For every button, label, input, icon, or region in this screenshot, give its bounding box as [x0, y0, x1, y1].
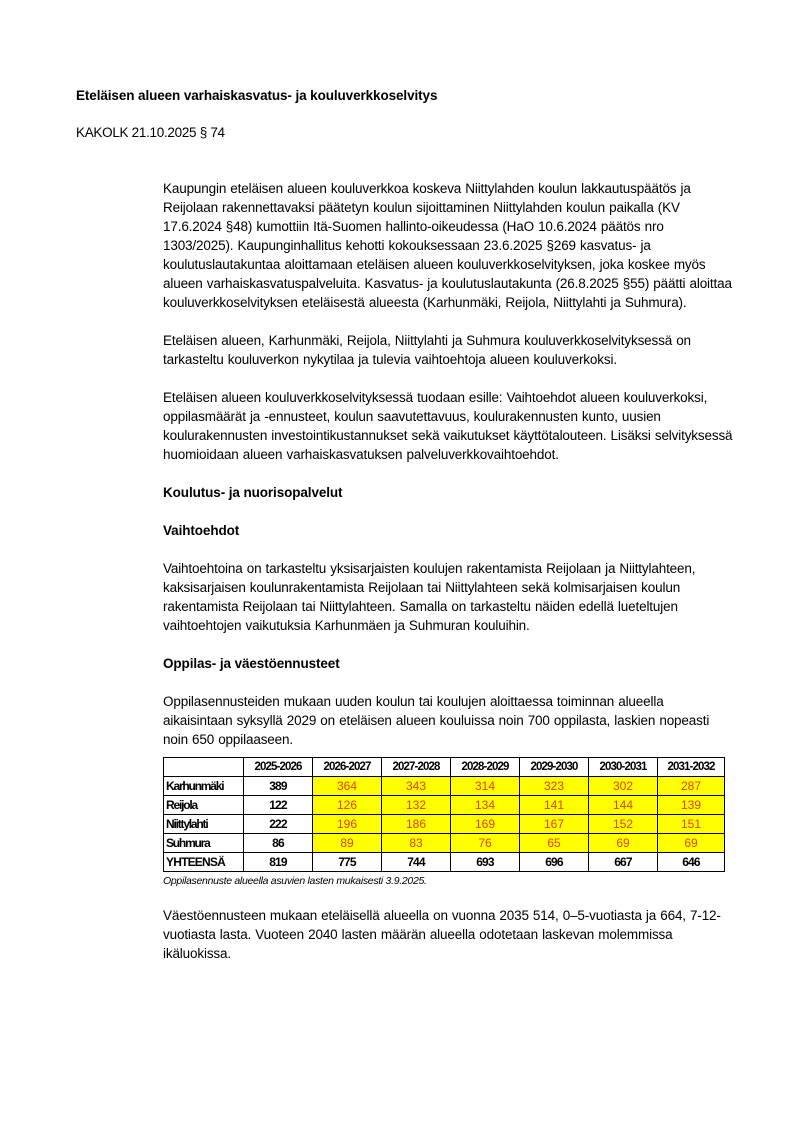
row-label: Suhmura: [164, 834, 244, 853]
table-cell: 287: [658, 777, 725, 796]
table-total-row: [164, 853, 725, 872]
heading-forecasts: Oppilas- ja väestöennusteet: [163, 656, 340, 671]
table-cell: 222: [244, 815, 313, 834]
table-cell: 132: [382, 796, 451, 815]
table-cell: 144: [589, 796, 658, 815]
table-cell: 696: [520, 853, 589, 872]
table-cell: 196: [313, 815, 382, 834]
table-row: [164, 815, 725, 834]
table-cell: 141: [520, 796, 589, 815]
column-header: 2029-2030: [520, 758, 589, 777]
table-cell: 314: [451, 777, 520, 796]
table-cell: 302: [589, 777, 658, 796]
column-header: 2031-2032: [658, 758, 725, 777]
row-label: Reijola: [164, 796, 244, 815]
row-label: Karhunmäki: [164, 777, 244, 796]
paragraph-student-forecast: Oppilasennusteiden mukaan uuden koulun tai koulujen aloittaessa toiminnan alueella aikaisintaan syksyllä 2029 on eteläisen alueen kouluissa noin 700 oppilasta, laskien nopeasti noin 650 oppilaaseen.: [163, 694, 710, 747]
table-cell: 667: [589, 853, 658, 872]
table-cell: 151: [658, 815, 725, 834]
student-forecast-table: [163, 757, 725, 872]
column-header: 2027-2028: [382, 758, 451, 777]
paragraph-background: Kaupungin eteläisen alueen kouluverkkoa koskeva Niittylahden koulun lakkautuspäätös ja Reijolaan rakennettavaksi päätetyn koulun sijoittaminen Niittylahden koulun paikalla (KV 17.6.2024 §48) kumottiin Itä-Suomen hallinto-oikeudessa (HaO 10.6.2024 päätös nro 1303/2025). Kaupunginhallitus kehotti kokouksessaan 23.6.2025 §269 kasvatus- ja koulutuslautakuntaa aloittamaan eteläisen alueen kouluverkkoselvityksen, joka koskee myös alueen varhaiskasvatuspalveluita. Kasvatus- ja koulutuslautakunta (26.8.2025 §55) päätti aloittaa kouluverkkoselvityksen eteläisestä alueesta (Karhunmäki, Reijola, Niittylahti ja Suhmura).: [163, 181, 732, 310]
meeting-reference: KAKOLK 21.10.2025 § 74: [76, 125, 225, 140]
table-row: [164, 834, 725, 853]
heading-alternatives: Vaihtoehdot: [163, 523, 240, 538]
table-cell: 186: [382, 815, 451, 834]
table-cell: 83: [382, 834, 451, 853]
table-cell: 152: [589, 815, 658, 834]
column-header: 2025-2026: [244, 758, 313, 777]
row-label: YHTEENSÄ: [164, 853, 244, 872]
table-cell: 134: [451, 796, 520, 815]
table-header-row: [164, 758, 725, 777]
table-cell: 364: [313, 777, 382, 796]
table-cell: 122: [244, 796, 313, 815]
document-body: [163, 179, 733, 982]
column-header: [164, 758, 244, 777]
table-cell: 69: [658, 834, 725, 853]
column-header: 2026-2027: [313, 758, 382, 777]
table-cell: 76: [451, 834, 520, 853]
table-cell: 89: [313, 834, 382, 853]
table-cell: 65: [520, 834, 589, 853]
paragraph-scope: Eteläisen alueen, Karhunmäki, Reijola, Niittylahti ja Suhmura kouluverkkoselvityksessä on tarkasteltu kouluverkon nykytilaa ja tulevia vaihtoehtoja alueen kouluverkoksi.: [163, 333, 691, 367]
table-cell: 693: [451, 853, 520, 872]
table-caption: Oppilasennuste alueella asuvien lasten mukaisesti 3.9.2025.: [163, 875, 427, 887]
table-cell: 343: [382, 777, 451, 796]
table-cell: 775: [313, 853, 382, 872]
table-cell: 819: [244, 853, 313, 872]
table-cell: 323: [520, 777, 589, 796]
paragraph-contents: Eteläisen alueen kouluverkkoselvityksessä tuodaan esille: Vaihtoehdot alueen kouluverkoksi, oppilasmäärät ja -ennusteet, koulun saavutettavuus, koulurakennusten kunto, uusien koulurakennusten investointikustannukset sekä vaikutukset käyttötalouteen. Lisäksi selvityksessä huomioidaan alueen varhaiskasvatuksen palveluverkkovaihtoehdot.: [163, 390, 733, 462]
table-cell: 389: [244, 777, 313, 796]
table-cell: 646: [658, 853, 725, 872]
table-cell: 744: [382, 853, 451, 872]
page-title: Eteläisen alueen varhaiskasvatus- ja kouluverkkoselvitys: [76, 88, 438, 103]
table-cell: 126: [313, 796, 382, 815]
heading-education-services: Koulutus- ja nuorisopalvelut: [163, 485, 343, 500]
table-row: [164, 777, 725, 796]
table-cell: 139: [658, 796, 725, 815]
column-header: 2030-2031: [589, 758, 658, 777]
column-header: 2028-2029: [451, 758, 520, 777]
table-row: [164, 796, 725, 815]
table-cell: 167: [520, 815, 589, 834]
table-cell: 169: [451, 815, 520, 834]
table-cell: 86: [244, 834, 313, 853]
row-label: Niittylahti: [164, 815, 244, 834]
paragraph-alternatives: Vaihtoehtoina on tarkasteltu yksisarjaisten koulujen rakentamista Reijolaan ja Niittylahteen, kaksisarjaisen koulunrakentamista Reijolaan tai Niittylahteen sekä kolmisarjaisen koulun rakentamista Reijolaan tai Niittylahteen. Samalla on tarkasteltu näiden edellä lueteltujen vaihtoehtojen vaikutuksia Karhunmäen ja Suhmuran kouluihin.: [163, 561, 696, 633]
table-cell: 69: [589, 834, 658, 853]
paragraph-population-forecast: Väestöennusteen mukaan eteläisellä alueella on vuonna 2035 514, 0–5-vuotiasta ja 664, 7-12-vuotiasta lasta. Vuoteen 2040 lasten määrän alueella odotetaan laskevan molemmissa ikäluokissa.: [163, 908, 721, 961]
